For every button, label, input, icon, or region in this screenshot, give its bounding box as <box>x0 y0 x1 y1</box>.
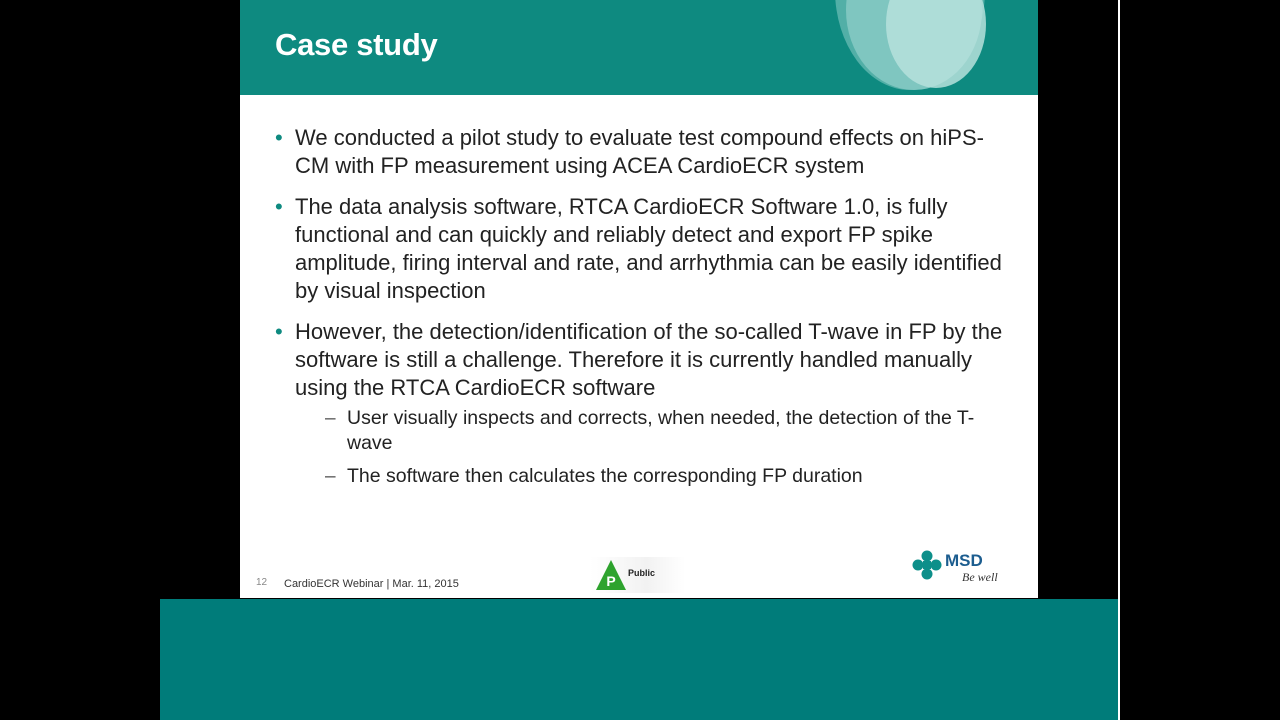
slide-footer <box>240 551 1038 598</box>
bullet-marker: • <box>275 319 283 344</box>
bullet-marker: • <box>275 194 283 219</box>
bullet-item <box>273 193 1003 305</box>
presentation-slide <box>240 0 1038 598</box>
slide-content <box>273 124 1003 502</box>
msd-logo-mark-icon <box>912 550 942 580</box>
public-badge-letter: P <box>606 573 616 589</box>
bullet-text: We conducted a pilot study to evaluate test compound effects on hiPS-CM with FP measurement using ACEA CardioECR system <box>295 125 984 178</box>
msd-logo-text: MSD <box>945 551 983 570</box>
sub-bullet-list <box>295 406 1003 489</box>
bullet-text: However, the detection/identification of the so-called T-wave in FP by the software is still a challenge. Therefore it is currently handled manually using the RTCA CardioECR software <box>295 319 1003 400</box>
sub-bullet-item <box>295 406 1003 456</box>
public-triangle-icon <box>595 559 627 591</box>
bullet-text: The data analysis software, RTCA CardioECR Software 1.0, is fully functional and can quickly and reliably detect and export FP spike amplitude, firing interval and rate, and arrhythmia can be easily identified by visual inspection <box>295 194 1002 303</box>
bullet-item <box>273 124 1003 180</box>
public-badge-label: Public <box>628 568 656 578</box>
bullet-item <box>273 318 1003 489</box>
sub-bullet-marker: – <box>325 408 336 429</box>
frame-divider <box>1118 0 1120 720</box>
msd-logo <box>912 550 1012 592</box>
public-classification-badge <box>590 557 685 593</box>
bullet-marker: • <box>275 125 283 150</box>
sub-bullet-marker: – <box>325 466 336 487</box>
slide-title: Case study <box>275 27 438 62</box>
slide-title-bar <box>240 0 1038 95</box>
msd-logo-tagline: Be well <box>962 570 998 584</box>
sub-bullet-item <box>295 464 1003 489</box>
video-frame <box>160 0 1118 720</box>
sub-bullet-text: User visually inspects and corrects, when needed, the detection of the T-wave <box>347 407 975 454</box>
footer-text: CardioECR Webinar | Mar. 11, 2015 <box>284 578 459 590</box>
sub-bullet-text: The software then calculates the corresponding FP duration <box>347 465 863 487</box>
slide-number: 12 <box>256 577 268 588</box>
webinar-bottom-panel <box>160 599 1118 720</box>
